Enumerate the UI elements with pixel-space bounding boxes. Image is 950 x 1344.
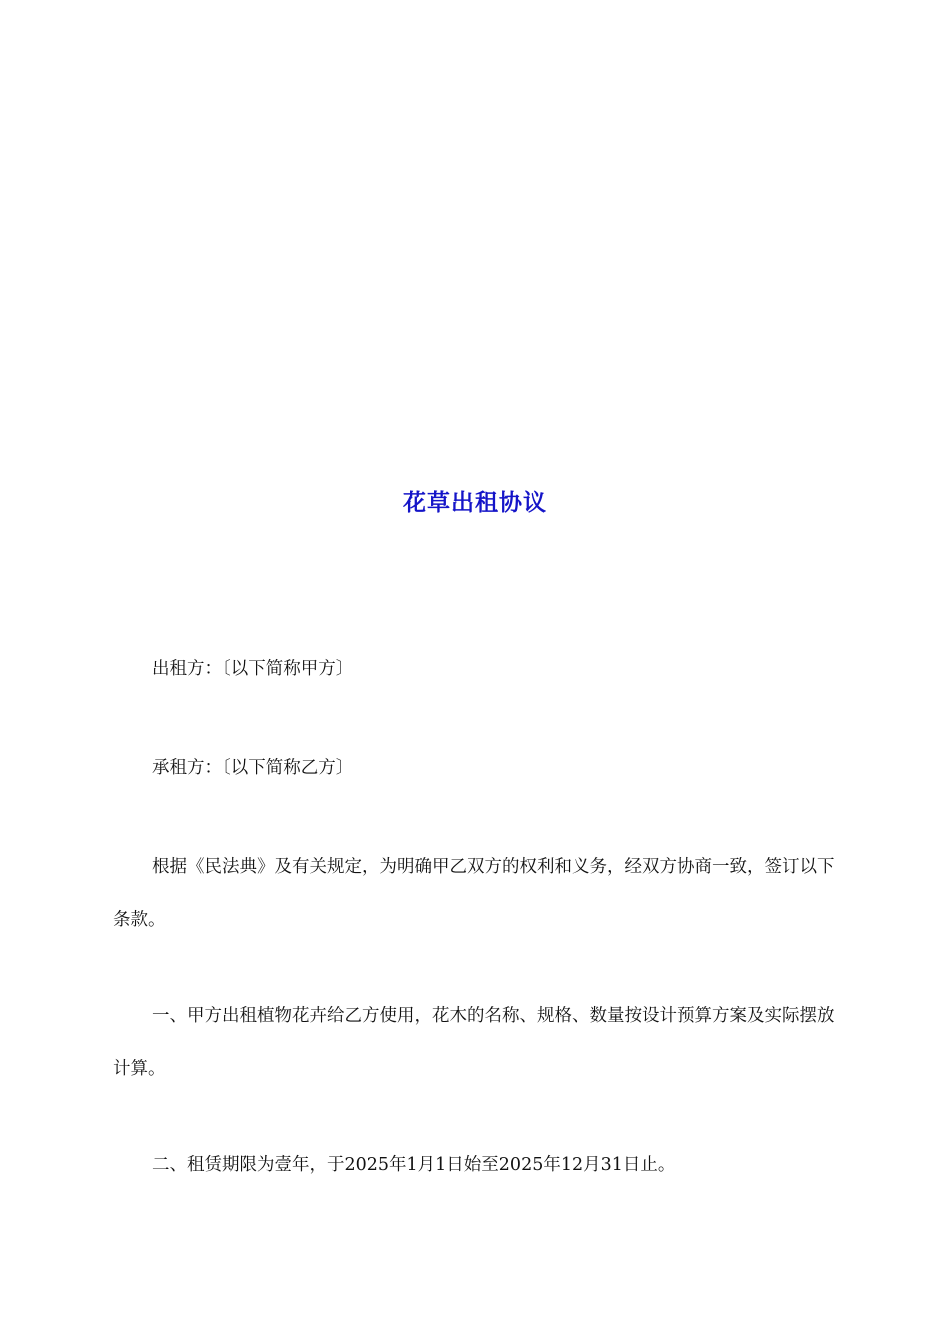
lessee-line: 承租方：〔以下简称乙方〕 [152,758,354,778]
clause-two-paragraph: 二、租赁期限为壹年，于2025年1月1日始至2025年12月31日止。 [152,1155,676,1175]
lessor-line: 出租方：〔以下简称甲方〕 [152,659,354,679]
clause-one-paragraph: 一、甲方出租植物花卉给乙方使用，花木的名称、规格、数量按设计预算方案及实际摆放计算。 [113,1006,835,1079]
document-title: 花草出租协议 [403,490,547,516]
preamble-paragraph: 根据《民法典》及有关规定，为明确甲乙双方的权利和义务，经双方协商一致，签订以下条款。 [113,857,835,930]
